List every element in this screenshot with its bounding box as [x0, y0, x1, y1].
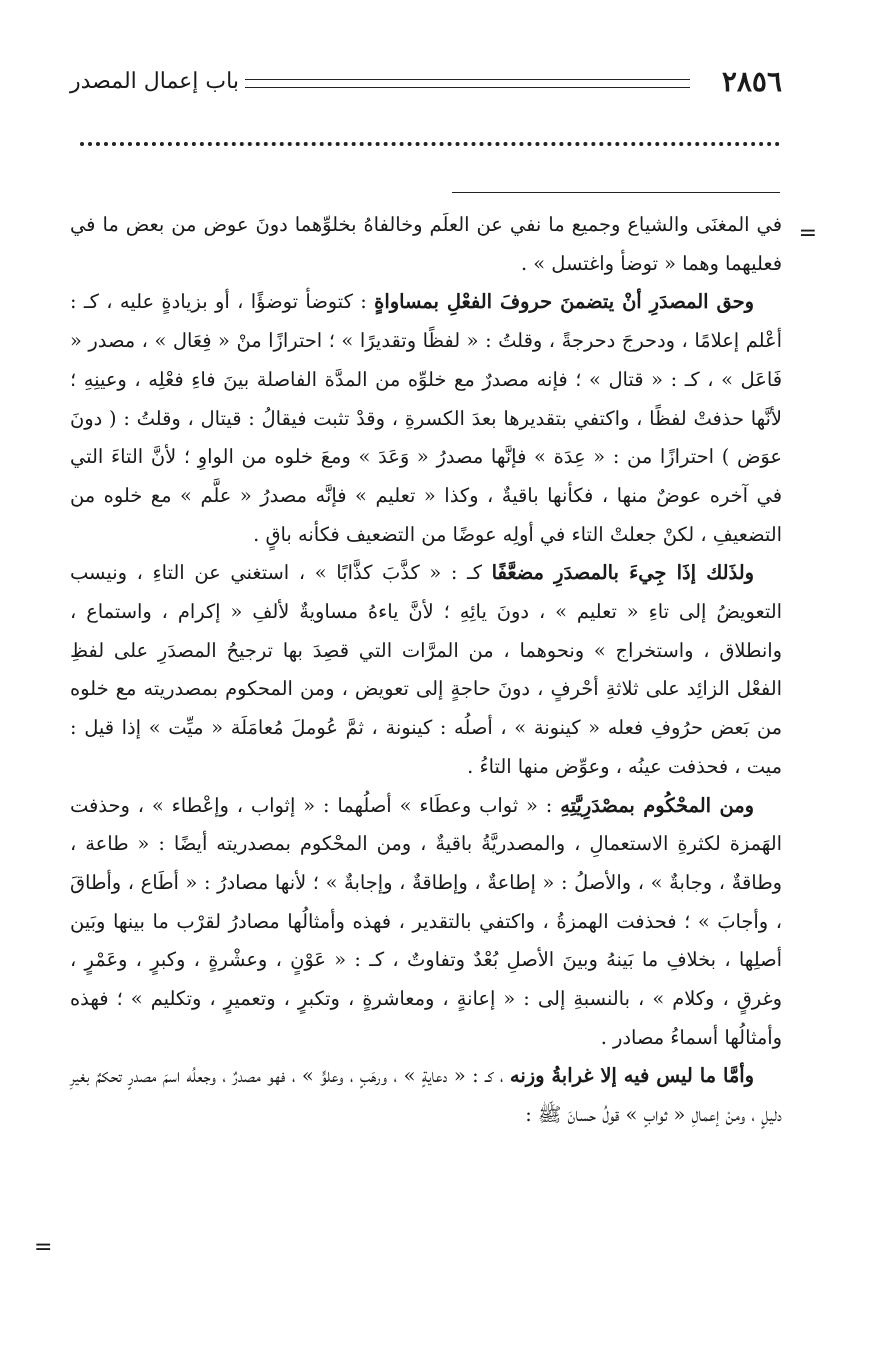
paragraph-lead: وحق المصدَرِ أنْ يتضمنَ حروفَ الفعْلِ بمساواةٍ [374, 290, 754, 314]
paragraph-text: كـ : « كذَّبَ كذَّابًا » ، استغني عن التاءِ ، ونيسب التعويضُ إلى تاءِ « تعليم » ، دونَ يائِهِ ؛ لأنَّ ياءهُ مساويةٌ لألفِ « إكرام ، واستماع ، وانطلاق ، واستخراج » ونحوهما ، من المرَّات التي قصِدَ بها ترجيحُ المصدَرِ على لفظِ الفعْل الزائِد على ثلاثةِ أحْرفٍ ، دونَ حاجةٍ إلى تعويض ، ومن المحكوم بمصدريته مع خلوه من بَعض حرُوفِ فعله « كينونة » ، أصلُه : كينونة ، ثمَّ عُوملَ مُعامَلَة « ميِّت » إذا قيل : ميت ، فحذفت عينُه ، وعوِّض منها التاءُ . [70, 561, 782, 778]
commentary-text [70, 206, 782, 1135]
paragraph [70, 206, 782, 283]
paragraph-lead: ومن المحْكُوم بمصْدَرِيَّتِهِ [560, 793, 754, 817]
paragraph-text: : كتوضأ توضؤًا ، أو بزيادةٍ عليه ، كـ : أعْلم إعلامًا ، ودحرجَ دحرجةً ، وقلتُ : « لفظًا وتقديرًا » ؛ احترازًا منْ « فِعَال » ، مصدر « فَاعَل » ، كـ : « قتال » ؛ فإنه مصدرٌ مع خلوِّه من المدَّة الفاصلة بينَ فاءِ فعْلِه ، وعينِهِ ؛ لأنَّها حذفتْ لفظًا ، واكتفي بتقديرها بعدَ الكسرةِ ، وقدْ تثبت فيقالُ : قيتال ، وقلتُ : ( دونَ عوَض ) احترازًا من : « عِدَة » فإنَّها مصدرُ « وَعَدَ » ومعَ خلوه من الواوِ ؛ لأنَّ التاءَ التي في آخره عوضٌ منها ، فكأنها باقيةٌ ، وكذا « تعليم » فإنَّه مصدرُ « علَّم » مع خلوه من التضعيفِ ، لكنْ جعلتْ التاء في أولِه عوضًا من التضعيف فكأنه باقٍ . [70, 290, 782, 546]
paragraph [70, 1057, 782, 1134]
paragraph [70, 283, 782, 554]
continuation-mark-top: = [798, 221, 817, 246]
paragraph-text: ، كـ : « دعايةٍ » ، ورهَبٍ ، وعلوٍّ » ، فهو مصدرٌ ، وجعلُه اسمَ مصدرٍ تحكمٌ بغيرِ دليلٍ ، ومنْ إعمالِ « ثوابٍ » قولُ حسانَ ﷺ : [70, 1064, 782, 1127]
chapter-title: باب إعمال المصدر [70, 69, 239, 94]
page-number: ٢٨٥٦ [721, 65, 782, 98]
footnote-rule [452, 192, 780, 193]
paragraph-text: في المغنَى والشياع وجميع ما نفي عن العلَم وخالفاهُ بخلوِّهما دونَ عوض من بعض ما في فعليهما وهما « توضأ واغتسل » . [70, 213, 782, 275]
paragraph-lead: وأمَّا ما ليس فيه إلا غرابةُ وزنه [509, 1064, 754, 1088]
page-header [70, 64, 782, 104]
paragraph [70, 787, 782, 1058]
paragraph-text: : « ثواب وعطَاء » أصلُهما : « إثواب ، وإعْطاء » ، وحذفت الهَمزة لكثرةِ الاستعمالِ ، والمصدريَّةُ باقيةٌ ، ومن المحْكوم بمصدريته أيضًا : « طاعة ، وطاقةٌ ، وجابةٌ » ، والأصلُ : « إطاعةٌ ، وإطاقةٌ ، وإجابةٌ » ؛ لأنها مصادرُ : « أطَاع ، وأطاقَ ، وأجابَ » ؛ فحذفت الهمزةُ ، واكتفي بالتقدير ، فهذه وأمثالُها مصادرُ لقرْب ما بينها وبَين أصلِها ، بخلافِ ما بَينهُ وبينَ الأصلِ بُعْدٌ وتفاوتٌ ، كـ : « عَوْنٍ ، وعشْرةٍ ، وكبرٍ ، وعَمْرٍ ، وغرقٍ ، وكلام » ، بالنسبةِ إلى : « إعانةٍ ، ومعاشرةٍ ، وتكبرٍ ، وتعميرٍ ، وتكليم » ؛ فهذه وأمثالُها أسماءُ مصادر . [70, 793, 782, 1049]
continuation-mark-bottom: = [34, 1235, 53, 1260]
paragraph [70, 554, 782, 786]
header-double-rule [245, 79, 690, 88]
dotted-separator [80, 142, 780, 152]
paragraph-lead: ولذَلك إذَا جِيءَ بالمصدَرِ مضعَّفًا [491, 561, 754, 585]
